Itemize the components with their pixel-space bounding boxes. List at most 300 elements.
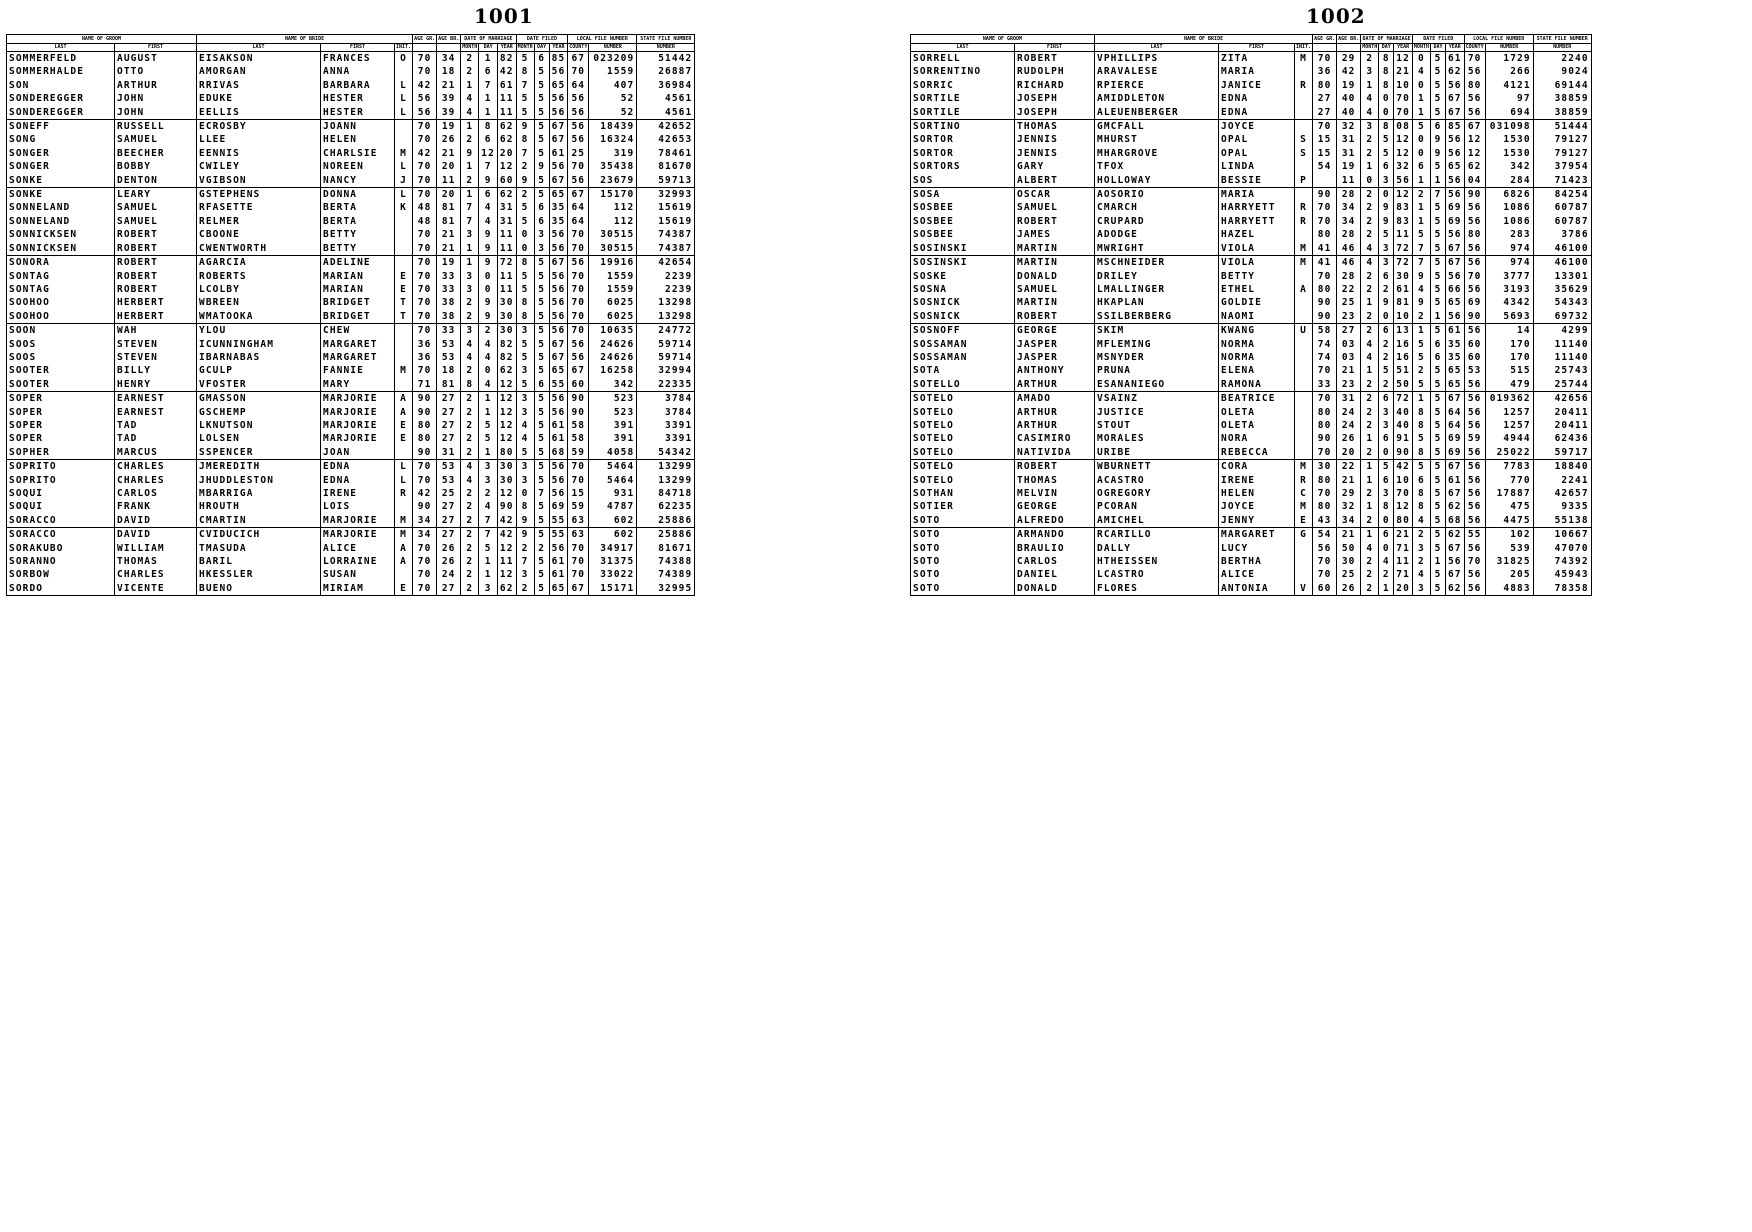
county-code-cell: 56 [568,174,589,188]
bride-initial-cell: M [1295,500,1313,513]
state-file-number-cell: 79127 [1533,133,1591,146]
filed-year-cell: 55 [549,528,568,542]
age-bride-cell: 18 [437,65,461,78]
bride-last-cell: SKIM [1095,324,1219,338]
age-bride-cell: 19 [437,120,461,134]
bride-last-cell: WBREEN [197,296,321,309]
groom-first-cell: ARTHUR [1015,378,1095,392]
filed-year-cell: 61 [549,568,568,581]
age-bride-cell: 21 [437,242,461,256]
county-code-cell: 70 [568,542,589,555]
county-code-cell: 56 [1464,324,1485,338]
county-code-cell: 56 [568,256,589,270]
marriage-month-cell: 2 [461,392,479,406]
marriage-month-cell: 1 [461,79,479,92]
state-file-number-cell: 26887 [637,65,695,78]
age-groom-cell: 70 [413,310,437,324]
marriage-month-cell: 2 [461,406,479,419]
local-file-number-cell: 1559 [589,283,637,296]
county-code-cell: 56 [1464,92,1485,105]
age-bride-cell: 53 [437,351,461,364]
marriage-year-cell: 50 [1394,378,1413,392]
county-code-cell: 67 [1464,120,1485,134]
table-row [911,79,1592,92]
filed-year-cell: 62 [1445,500,1464,513]
groom-first-cell: JASPER [1015,351,1095,364]
table-row [911,188,1592,202]
local-file-number-cell: 25022 [1485,446,1533,460]
marriage-day-cell: 5 [1379,133,1394,146]
marriage-day-cell: 9 [479,228,498,241]
groom-first-cell: MARTIN [1015,242,1095,256]
groom-first-cell: ARTHUR [1015,419,1095,432]
local-file-number-cell: 5693 [1485,310,1533,324]
bride-initial-cell [1295,446,1313,460]
state-file-number-cell: 62436 [1533,432,1591,445]
marriage-month-cell: 2 [1361,283,1379,296]
groom-last-cell: SOSBEE [911,215,1015,228]
marriage-year-cell: 12 [497,542,516,555]
groom-last-cell: SOOHOO [7,310,115,324]
local-file-number-cell: 1257 [1485,406,1533,419]
marriage-year-cell: 42 [1394,460,1413,474]
age-bride-cell: 27 [1337,324,1361,338]
filed-year-cell: 35 [1445,338,1464,351]
marriage-year-cell: 11 [497,228,516,241]
filed-day-cell: 5 [1430,392,1445,406]
marriage-month-cell: 4 [1361,542,1379,555]
table-row [911,446,1592,460]
marriage-year-cell: 80 [497,446,516,460]
marriage-month-cell: 4 [1361,256,1379,270]
marriage-day-cell: 3 [479,474,498,487]
table-row [911,474,1592,487]
groom-last-header: LAST [911,44,1015,52]
age-bride-cell: 27 [437,582,461,596]
bride-last-cell: HOLLOWAY [1095,174,1219,188]
filed-year-cell: 61 [549,419,568,432]
bride-last-cell: EENNIS [197,147,321,160]
age-bride-cell: 33 [437,324,461,338]
filed-year-cell: 65 [549,582,568,596]
bride-initial-cell: E [395,432,413,445]
marriage-day-cell: 4 [479,351,498,364]
age-bride-cell: 28 [1337,228,1361,241]
county-code-cell: 56 [1464,582,1485,596]
county-code-cell: 56 [1464,256,1485,270]
table-row [7,568,695,581]
marriage-month-cell: 2 [461,514,479,528]
marriage-year-cell: 11 [1394,555,1413,568]
groom-last-cell: SOTIER [911,500,1015,513]
marriage-day-cell: 4 [479,215,498,228]
state-file-number-cell: 22335 [637,378,695,392]
county-code-cell: 58 [568,419,589,432]
age-groom-cell: 80 [1313,500,1337,513]
groom-first-cell: CHARLES [115,460,197,474]
age-groom-cell: 70 [413,52,437,66]
table-row [911,378,1592,392]
bride-last-cell: CRUPARD [1095,215,1219,228]
age-groom-cell: 34 [413,514,437,528]
age-bride-cell: 22 [1337,460,1361,474]
table-row [911,528,1592,542]
table-row [7,514,695,528]
marriage-month-cell: 4 [1361,338,1379,351]
state-file-number-cell: 13299 [637,460,695,474]
groom-first-cell: ALBERT [1015,174,1095,188]
bride-first-cell: MARGARET [1219,528,1295,542]
age-groom-cell: 36 [413,351,437,364]
bride-first-cell: HELEN [321,133,395,146]
marriage-day-cell: 12 [479,147,498,160]
table-row [911,310,1592,324]
table-row [7,296,695,309]
age-groom-cell: 27 [1313,92,1337,105]
county-code-cell: 70 [568,65,589,78]
groom-last-cell: SOTELO [911,406,1015,419]
groom-first-cell: ARTHUR [115,79,197,92]
marriage-month-cell: 9 [461,147,479,160]
state-file-number-cell: 71423 [1533,174,1591,188]
groom-first-cell: ROBERT [1015,460,1095,474]
filed-year-cell: 56 [1445,147,1464,160]
filed-month-cell: 5 [516,215,534,228]
bride-initial-cell [395,351,413,364]
age-bride-cell: 27 [437,419,461,432]
groom-last-cell: SORAKUBO [7,542,115,555]
marriage-month-cell: 4 [461,92,479,105]
marriage-month-cell: 1 [461,242,479,256]
local-file-number-cell: 15170 [589,188,637,202]
local-file-number-cell: 15171 [589,582,637,596]
age-groom-cell: 80 [1313,79,1337,92]
age-groom-cell: 70 [1313,392,1337,406]
groom-first-cell: JAMES [1015,228,1095,241]
county-code-cell: 55 [1464,528,1485,542]
bride-first-cell: VIOLA [1219,256,1295,270]
bride-initial-cell: A [395,542,413,555]
bride-last-cell: MFLEMING [1095,338,1219,351]
marriage-year-header: YEAR [1394,44,1413,52]
groom-first-cell: HENRY [115,378,197,392]
state-file-number-cell: 3391 [637,419,695,432]
age-groom-cell: 56 [413,92,437,105]
filed-year-cell: 56 [549,324,568,338]
county-code-cell: 56 [1464,419,1485,432]
bride-last-cell: LOLSEN [197,432,321,445]
county-code-cell: 56 [1464,406,1485,419]
filed-year-cell: 61 [549,147,568,160]
age-groom-cell: 70 [1313,52,1337,66]
marriage-day-cell: 2 [479,487,498,500]
local-file-number-cell: 10635 [589,324,637,338]
groom-first-cell: GARY [1015,160,1095,173]
marriage-day-cell: 1 [479,106,498,120]
bride-first-cell: BETTY [321,228,395,241]
filed-day-cell: 5 [534,419,549,432]
marriage-year-cell: 62 [497,364,516,377]
marriage-year-cell: 08 [1394,120,1413,134]
table-row [911,133,1592,146]
age-groom-cell: 70 [1313,568,1337,581]
age-groom-cell: 70 [413,133,437,146]
bride-last-header: LAST [1095,44,1219,52]
marriage-day-cell: 1 [479,555,498,568]
marriage-month-cell: 3 [1361,120,1379,134]
marriage-month-cell: 3 [461,283,479,296]
local-file-number-cell: 515 [1485,364,1533,377]
state-file-number-cell: 81670 [637,160,695,173]
age-bride-cell: 42 [1337,65,1361,78]
local-file-number-cell: 974 [1485,256,1533,270]
county-code-cell: 56 [1464,106,1485,120]
bride-first-cell: MARJORIE [321,528,395,542]
age-bride-cell: 33 [437,270,461,283]
marriage-month-cell: 1 [1361,474,1379,487]
marriage-day-cell: 3 [479,460,498,474]
bride-first-cell: EDNA [1219,92,1295,105]
marriage-year-cell: 10 [1394,79,1413,92]
local-file-number-cell: 1530 [1485,147,1533,160]
bride-first-cell: CORA [1219,460,1295,474]
filed-year-cell: 56 [549,270,568,283]
bride-initial-cell [1295,188,1313,202]
filed-month-cell: 3 [1412,582,1430,596]
groom-last-cell: SOPHER [7,446,115,460]
table-row [7,542,695,555]
county-code-cell: 70 [568,474,589,487]
state-file-number-cell: 47070 [1533,542,1591,555]
state-file-number-cell: 11140 [1533,351,1591,364]
marriage-year-cell: 72 [1394,256,1413,270]
marriage-day-cell: 0 [1379,446,1394,460]
bride-last-cell: EELLIS [197,106,321,120]
marriage-day-cell: 1 [479,446,498,460]
filed-day-cell: 5 [1430,106,1445,120]
marriage-month-cell: 2 [461,487,479,500]
groom-first-cell: JOSEPH [1015,92,1095,105]
filed-day-cell: 5 [1430,582,1445,596]
groom-first-cell: ROBERT [115,270,197,283]
local-file-number-cell: 023209 [589,52,637,66]
table-row [7,460,695,474]
age-groom-cell: 15 [1313,133,1337,146]
filed-day-cell: 5 [534,406,549,419]
bride-last-cell: RFASETTE [197,201,321,214]
groom-first-cell: BEECHER [115,147,197,160]
county-code-cell: 04 [1464,174,1485,188]
groom-first-cell: LEARY [115,188,197,202]
filed-year-cell: 56 [549,242,568,256]
groom-first-cell: DONALD [1015,582,1095,596]
filed-month-cell: 5 [1412,120,1430,134]
filed-day-cell: 5 [1430,487,1445,500]
bride-initial-cell [1295,296,1313,309]
bride-last-cell: LKNUTSON [197,419,321,432]
filed-year-cell: 56 [549,406,568,419]
table-row [911,432,1592,445]
age-groom-cell: 60 [1313,582,1337,596]
marriage-year-cell: 82 [497,351,516,364]
age-groom-cell: 74 [1313,351,1337,364]
state-file-number-cell: 60787 [1533,201,1591,214]
filed-month-cell: 8 [516,65,534,78]
groom-first-cell: THOMAS [1015,474,1095,487]
bride-initial-cell: R [1295,201,1313,214]
age-bride-cell: 46 [1337,242,1361,256]
local-file-number-cell: 319 [589,147,637,160]
bride-header: NAME OF BRIDE [197,35,413,44]
bride-initial-cell [1295,270,1313,283]
bride-first-cell: DONNA [321,188,395,202]
age-bride-cell: 50 [1337,542,1361,555]
age-bride-cell: 25 [1337,296,1361,309]
marriage-year-cell: 12 [1394,500,1413,513]
county-code-cell: 56 [1464,242,1485,256]
groom-last-cell: SOSNICK [911,310,1015,324]
filed-year-cell: 67 [1445,92,1464,105]
marriage-day-cell: 3 [479,582,498,596]
state-file-number-cell: 62235 [637,500,695,513]
bride-last-cell: VFOSTER [197,378,321,392]
bride-first-cell: MARY [321,378,395,392]
marriage-year-cell: 12 [1394,52,1413,66]
groom-last-cell: SOSNICK [911,296,1015,309]
state-file-number-cell: 3391 [637,432,695,445]
filed-day-cell: 5 [534,92,549,105]
bride-initial-cell [395,378,413,392]
page-number: 1001 [474,4,534,28]
marriage-day-cell: 1 [479,392,498,406]
age-bride-cell: 26 [1337,582,1361,596]
table-row [911,500,1592,513]
local-file-number-cell: 1086 [1485,215,1533,228]
filed-year-cell: 61 [1445,52,1464,66]
marriage-month-cell: 2 [1361,392,1379,406]
marriage-month-cell: 2 [1361,201,1379,214]
filed-month-cell: 5 [1412,228,1430,241]
bride-initial-cell [1295,406,1313,419]
bride-first-cell: VIOLA [1219,242,1295,256]
filed-month-cell: 0 [1412,147,1430,160]
bride-last-cell: DRILEY [1095,270,1219,283]
marriage-month-cell: 1 [1361,460,1379,474]
state-file-number-cell: 38859 [1533,106,1591,120]
local-file-number-cell: 205 [1485,568,1533,581]
bride-first-cell: BERTA [321,215,395,228]
state-file-number-cell: 13298 [637,310,695,324]
groom-first-cell: SAMUEL [115,133,197,146]
marriage-day-cell: 5 [1379,228,1394,241]
table-row [7,338,695,351]
marriage-month-cell: 2 [1361,52,1379,66]
filed-month-cell: 1 [1412,215,1430,228]
bride-last-cell: TMASUDA [197,542,321,555]
bride-last-cell: JUSTICE [1095,406,1219,419]
marriage-year-cell: 11 [497,283,516,296]
marriage-year-cell: 10 [1394,474,1413,487]
filed-month-cell: 9 [516,514,534,528]
county-code-cell: 56 [1464,392,1485,406]
table-row [7,500,695,513]
local-file-number-cell: 1257 [1485,419,1533,432]
marriage-month-cell: 2 [1361,310,1379,324]
marriage-day-cell: 9 [1379,201,1394,214]
bride-header: NAME OF BRIDE [1095,35,1313,44]
state-number-header: NUMBER [637,44,695,52]
age-bride-header: AGE BR. [438,36,460,42]
age-bride-cell: 19 [437,256,461,270]
filed-year-cell: 56 [549,106,568,120]
filed-day-cell: 5 [534,392,549,406]
marriage-day-cell: 6 [1379,474,1394,487]
groom-last-cell: SOPER [7,392,115,406]
groom-last-cell: SONNELAND [7,201,115,214]
filed-month-cell: 9 [516,174,534,188]
marriage-year-cell: 30 [1394,270,1413,283]
state-file-number-cell: 37954 [1533,160,1591,173]
age-bride-cell: 27 [437,528,461,542]
marriage-month-cell: 3 [461,270,479,283]
bride-first-cell: CHEW [321,324,395,338]
bride-first-cell: FRANCES [321,52,395,66]
bride-first-cell: MARGARET [321,338,395,351]
bride-initial-cell [1295,310,1313,324]
marriage-month-cell: 2 [1361,228,1379,241]
filed-year-cell: 67 [1445,542,1464,555]
marriage-year-cell: 11 [1394,228,1413,241]
marriage-month-header: MONTH [1362,44,1378,50]
table-row [911,160,1592,173]
table-row [7,487,695,500]
bride-initial-cell: E [395,270,413,283]
county-code-cell: 90 [1464,188,1485,202]
marriage-month-cell: 2 [1361,147,1379,160]
state-file-number-cell: 25886 [637,528,695,542]
groom-last-cell: SOOS [7,351,115,364]
marriage-month-cell: 1 [1361,79,1379,92]
marriage-day-cell: 9 [479,242,498,256]
groom-last-cell: SOOHOO [7,296,115,309]
filed-day-cell: 5 [1430,65,1445,78]
marriage-month-cell: 4 [1361,106,1379,120]
filed-month-cell: 8 [516,296,534,309]
age-bride-cell: 27 [437,432,461,445]
groom-first-cell: OSCAR [1015,188,1095,202]
bride-first-cell: NANCY [321,174,395,188]
marriage-month-cell: 2 [461,500,479,513]
groom-first-cell: ROBERT [1015,310,1095,324]
bride-last-cell: URIBE [1095,446,1219,460]
filed-year-cell: 61 [549,555,568,568]
filed-month-cell: 2 [516,582,534,596]
groom-first-cell: DAVID [115,514,197,528]
filed-day-cell: 5 [534,79,549,92]
filed-day-cell: 5 [534,432,549,445]
groom-first-cell: DENTON [115,174,197,188]
filed-year-cell: 56 [1445,188,1464,202]
bride-initial-cell: L [395,460,413,474]
bride-last-cell: ARAVALESE [1095,65,1219,78]
bride-initial-cell [1295,555,1313,568]
bride-last-cell: AGARCIA [197,256,321,270]
bride-initial-cell: R [1295,79,1313,92]
local-file-number-cell: 16324 [589,133,637,146]
filed-month-cell: 5 [516,446,534,460]
state-file-number-cell: 35629 [1533,283,1591,296]
marriage-month-cell: 1 [461,120,479,134]
